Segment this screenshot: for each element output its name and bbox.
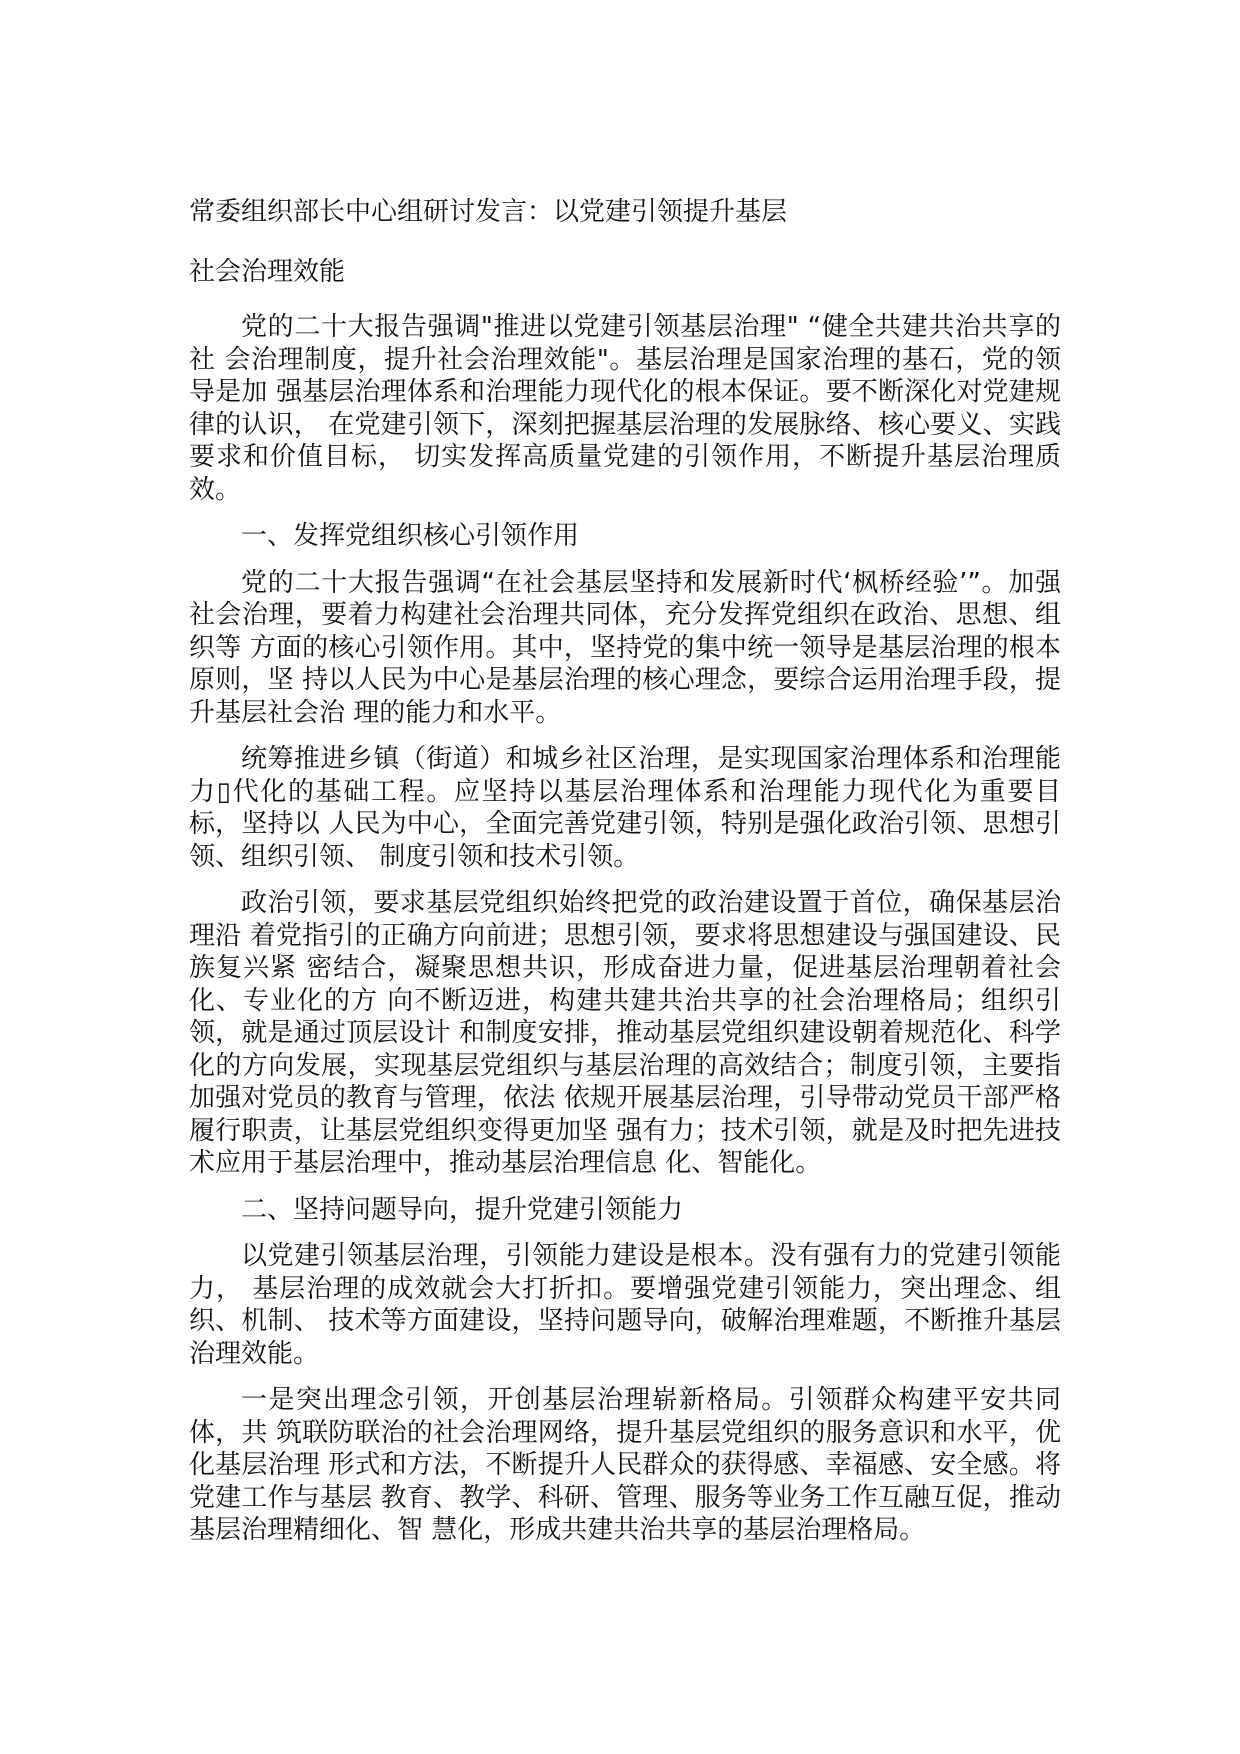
section-2-paragraph-2: 一是突出理念引领，开创基层治理崭新格局。引领群众构建平安共同体，共 筑联防联治的社会治理网络，提升基层党组织的服务意识和水平，优化基层治理 形式和方法，不断提升人民群众的获得感、幸福感、安全感。将党建工作与基层 教育、教学、科研、管理、服务等业务工作互融互促，推动基层治理精细化、智 慧化，形成共建共治共享的基层治理格局。 — [189, 1385, 1061, 1545]
document-title-line-1: 常委组织部长中心组研讨发言：以党建引领提升基层 — [189, 197, 788, 227]
section-2-paragraph-1: 以党建引领基层治理，引领能力建设是根本。没有强有力的党建引领能力， 基层治理的成效就会大打折扣。要增强党建引领能力，突出理念、组织、机制、 技术等方面建设，坚持问题导向，破解治理难题，不断推升基层治理效能。 — [189, 1241, 1061, 1369]
section-1-paragraph-2: 统筹推进乡镇（街道）和城乡社区治理，是实现国家治理体系和治理能力▯代化的基础工程。应坚持以基层治理体系和治理能力现代化为重要目标，坚持以 人民为中心，全面完善党建引领，特别是强化政治引领、思想引领、组织引领、 制度引领和技术引领。 — [189, 744, 1061, 872]
intro-paragraph: 党的二十大报告强调"推进以党建引领基层治理" “健全共建共治共享的社 会治理制度，提升社会治理效能"。基层治理是国家治理的基石，党的领导是加 强基层治理体系和治理能力现代化的根本保证。要不断深化对党建规律的认识， 在党建引领下，深刻把握基层治理的发展脉络、核心要义、实践要求和价值目标， 切实发挥高质量党建的引领作用，不断提升基层治理质效。 — [189, 312, 1061, 505]
document-body — [189, 195, 1061, 1561]
section-heading-2: 二、坚持问题导向，提升党建引领能力 — [241, 1194, 684, 1225]
document-title-line-2: 社会治理效能 — [189, 257, 346, 287]
section-heading-1: 一、发挥党组织核心引领作用 — [241, 521, 580, 551]
section-1-paragraph-3: 政治引领，要求基层党组织始终把党的政治建设置于首位，确保基层治理沿 着党指引的正确方向前进；思想引领，要求将思想建设与强国建设、民族复兴紧 密结合，凝聚思想共识，形成奋进力量，促进基层治理朝着社会化、专业化的方 向不断迈进，构建共建共治共享的社会治理格局；组织引领，就是通过顶层设计 和制度安排，推动基层党组织建设朝着规范化、科学化的方向发展，实现基层党组织与基层治理的高效结合；制度引领，主要指加强对党员的教育与管理，依法 依规开展基层治理，引导带动党员干部严格履行职责，让基层党组织变得更加坚 强有力；技术引领，就是及时把先进技术应用于基层治理中，推动基层治理信息 化、智能化。 — [189, 888, 1061, 1178]
section-1-paragraph-1: 党的二十大报告强调“在社会基层坚持和发展新时代‘枫桥经验’”。加强 社会治理，要着力构建社会治理共同体，充分发挥党组织在政治、思想、组织等 方面的核心引领作用。其中，坚持党的集中统一领导是基层治理的根本原则，坚 持以人民为中心是基层治理的核心理念，要综合运用治理手段，提升基层社会治 理的能力和水平。 — [189, 567, 1062, 728]
